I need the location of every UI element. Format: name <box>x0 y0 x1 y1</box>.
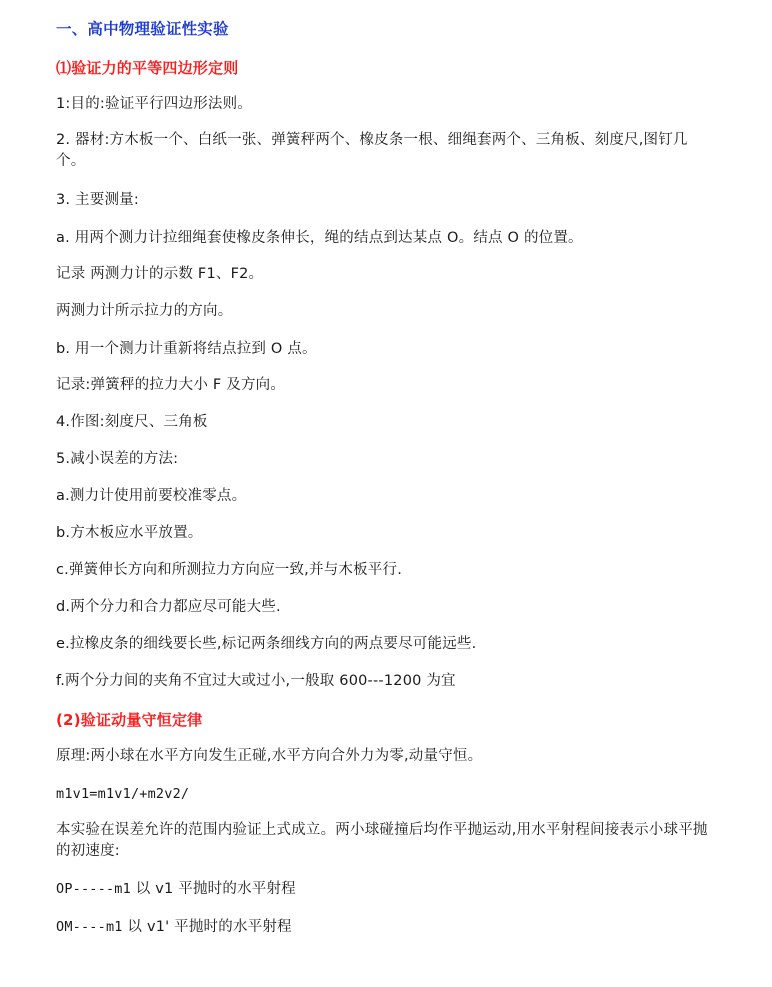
draw-text: 4.作图:刻度尺、三角板 <box>56 414 208 430</box>
record3-text: 记录:弹簧秤的拉力大小 F 及方向。 <box>56 377 286 393</box>
materials-text: 2. 器材:方木板一个、白纸一张、弹簧秤两个、橡皮条一根、细绳套两个、三角板、刻度尺,图钉几个。 <box>56 132 688 169</box>
section-heading: 一、高中物理验证性实验 <box>56 20 229 38</box>
record1-text: 记录 两测力计的示数 F1、F2。 <box>56 266 264 282</box>
principle-text: 原理:两小球在水平方向发生正碰,水平方向合外力为零,动量守恒。 <box>56 748 483 764</box>
measure-heading: 3. 主要测量: <box>56 192 139 208</box>
record2-text: 两测力计所示拉力的方向。 <box>56 303 233 319</box>
tip-c-text: c.弹簧伸长方向和所测拉力方向应一致,并与木板平行. <box>56 562 402 578</box>
experiment2-heading: (2)验证动量守恒定律 <box>56 711 203 729</box>
description-text: 本实验在误差允许的范围内验证上式成立。两小球碰撞后均作平抛运动,用水平射程间接表示小球平抛的初速度: <box>56 822 708 859</box>
op-description: 以 v1 平抛时的水平射程 <box>130 881 296 897</box>
tip-f-text: f.两个分力间的夹角不宜过大或过小,一般取 600---1200 为宜 <box>56 673 456 689</box>
formula-text: m1v1=m1v1/+m2v2/ <box>56 786 190 802</box>
om-description: 以 v1' 平抛时的水平射程 <box>122 919 292 935</box>
step-a-text: a. 用两个测力计拉细绳套使橡皮条伸长，绳的结点到达某点 O。结点 O 的位置。 <box>56 230 583 246</box>
op-line <box>56 878 296 900</box>
om-code: OM----m1 <box>56 919 123 935</box>
step-b-text: b. 用一个测力计重新将结点拉到 O 点。 <box>56 341 317 357</box>
tip-d-text: d.两个分力和合力都应尽可能大些. <box>56 599 281 615</box>
purpose-text: 1:目的:验证平行四边形法则。 <box>56 96 252 112</box>
experiment1-heading: ⑴验证力的平等四边形定则 <box>56 59 239 77</box>
tip-e-text: e.拉橡皮条的细线要长些,标记两条细线方向的两点要尽可能远些. <box>56 636 477 652</box>
tip-a-text: a.测力计使用前要校准零点。 <box>56 488 247 504</box>
op-code: OP-----m1 <box>56 881 131 897</box>
tip-b-text: b.方木板应水平放置。 <box>56 525 203 541</box>
reduce-heading: 5.减小误差的方法: <box>56 451 179 467</box>
om-line <box>56 916 292 938</box>
